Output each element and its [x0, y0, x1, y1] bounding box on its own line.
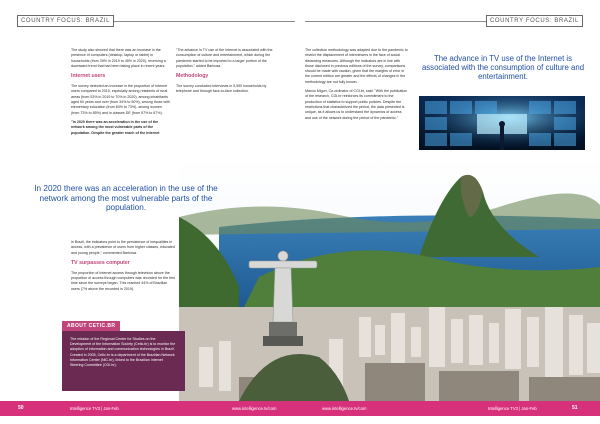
footer-bar	[0, 401, 600, 416]
paragraph: The study also showed that there was an increase in the presence of computers (desktop, laptop or tablet) in households (from 39% in 2019 to 45% in 2020), reversing a downward trend that had been taking place in recent years.	[71, 48, 166, 68]
section-heading-internet-users: Internet users	[71, 73, 106, 80]
pull-quote-left: In 2020 there was an acceleration in the use of the network among the most vulnerable parts of the population.	[34, 184, 218, 213]
paragraph: The collection methodology was adapted due to the pandemic to restrict the displacement of interviewers in the face of social distancing measures. Although the indicators are in line with those disclosed in previous editions of the survey, comparisons should be made with caution, given that the margins of error in the current edition are greater and the effects of changes in the methodology are not fully known.	[305, 48, 408, 84]
page-number-left: 50	[18, 405, 24, 411]
about-text: The mission of the Regional Center for Studies on the Development of the Information Society (Cetic.br) is to monitor the adoption of information and communication technologies in Brazil. Created in 2005, Cetic.br is a department of the Brazilian Network Information Center (NIC.br), linked to the Brazilian Internet Steering Committee (CGI.br).	[70, 337, 176, 368]
rio-de-janeiro-photo	[179, 157, 600, 401]
paragraph: "The advance in TV use of the Internet is associated with the consumption of culture and entertainment, which during the pandemic started to be imported to a larger portion of the population," added Barbosa.	[176, 48, 273, 68]
text-column-1	[71, 48, 170, 140]
publication-right: Intelligence TV3 | Jan-Feb	[488, 406, 537, 411]
section-heading-tv-surpasses-computer: TV surpasses computer	[71, 259, 130, 266]
text-column-2	[176, 48, 276, 99]
paragraph: The survey conducted interviews in 5,590 households by telephone and through face-to-face collection.	[176, 84, 267, 94]
text-column-3	[305, 48, 408, 125]
paragraph: "In 2020 there was an acceleration in the use of the network among the most vulnerable parts of the population. Despite the greater reach of the Internet	[71, 119, 160, 135]
website-left[interactable]: www.intelligence.tv/com	[232, 406, 277, 411]
text-column-lower	[71, 240, 175, 296]
about-box	[62, 331, 185, 391]
section-tag-left: COUNTRY FOCUS: BRAZIL	[17, 15, 114, 27]
section-heading-methodology: Methodology	[176, 73, 209, 80]
publication-left: Intelligence TV3 | Jan-Feb	[70, 406, 119, 411]
paragraph: in Brazil, the indicators point to the persistence of inequalities in access, with a prevalence of users from higher classes, educated and young people," commented Barbosa.	[71, 240, 175, 255]
rio-illustration	[179, 157, 600, 401]
page-number-right: 51	[572, 405, 578, 411]
paragraph: The proportion of Internet access through television above the proportion of access through computers was recorded for the first time since the surveys began. This reached 44% of Brazilian users (7% above the recorded in 2019).	[71, 270, 175, 291]
paragraph: The survey detected an increase in the proportion of Internet users compared to 2019, especially among residents of rural areas (from 53% in 2019 to 70% in 2020), among inhabitants aged 60 years and over (from 34% to 50%), among those with elementary education (from 60% to 73%), among women (from 73% to 85%) and in classes DE (from 57% to 67%).	[71, 84, 170, 115]
pull-quote-right: The advance in TV use of the Internet is associated with the consumption of culture and entertainment.	[421, 54, 585, 82]
paragraph: Marcio Migon, Co-ordinator of CGI.br, said: "With the publication of the research, CGI.br reinforces its commitment to the production of statistics to support public policies. Despite the restrictions that characterized the period, the data presented is unique, as it allows us to understand the dynamics of access and use of the network during the period of the pandemic."	[305, 89, 408, 120]
website-right[interactable]: www.intelligence.tv/com	[322, 406, 367, 411]
tv-wall-illustration	[419, 96, 585, 150]
tv-wall-image	[419, 96, 585, 150]
section-tag-right: COUNTRY FOCUS: BRAZIL	[486, 15, 583, 27]
about-label: ABOUT CETIC.BR	[62, 321, 120, 331]
